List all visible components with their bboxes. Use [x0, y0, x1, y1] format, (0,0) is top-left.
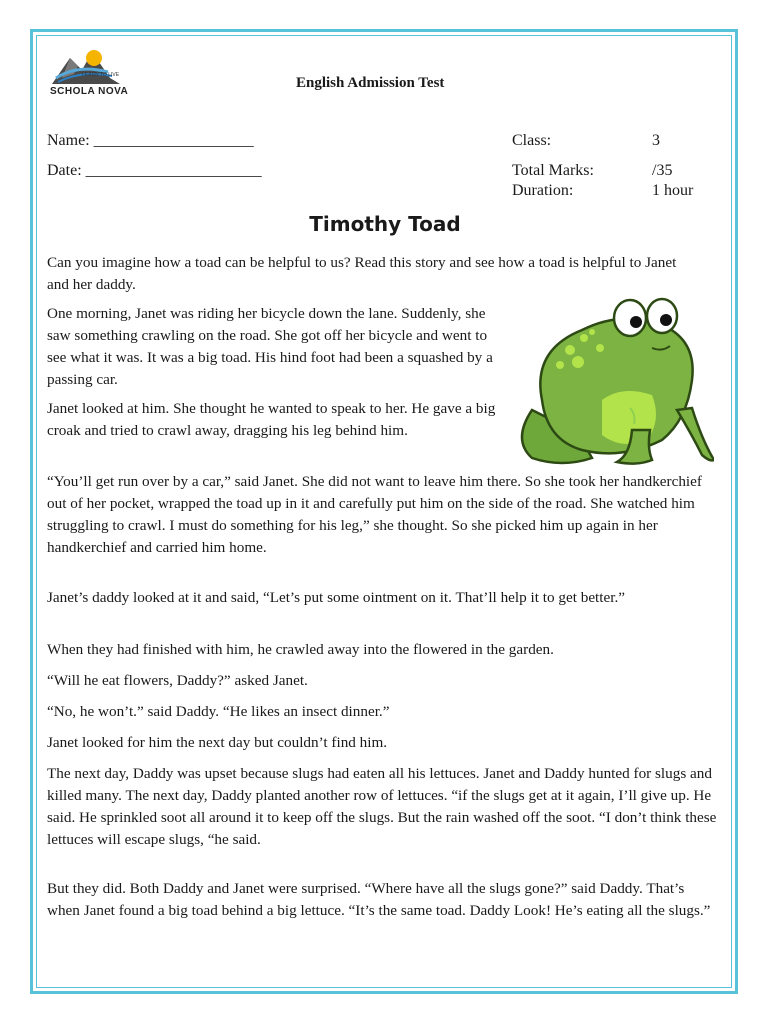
date-field[interactable]: Date: ______________________: [47, 162, 262, 179]
story-paragraph: One morning, Janet was riding her bicycle down the lane. Suddenly, she saw something crawling on the road. She got off her bicycle and went to see what it was. It was a big toad. His hind foot had been a squashed by a passing car.: [47, 305, 493, 388]
story-paragraph: But they did. Both Daddy and Janet were surprised. “Where have all the slugs gone?” said Daddy. That’s when Janet found a big toad behind a big lettuce. “It’s the same toad. Daddy Look! He’s eating all the slugs.”: [47, 880, 711, 919]
duration-value: 1 hour: [652, 182, 694, 199]
story-paragraph: Janet looked for him the next day but couldn’t find him.: [47, 734, 388, 751]
logo-wordmark: SCHOLA NOVA: [50, 86, 129, 97]
name-field[interactable]: Name: ____________________: [47, 132, 254, 149]
story-paragraph: “No, he won’t.” said Daddy. “He likes an insect dinner.”: [47, 703, 390, 720]
frog-illustration-icon: [512, 290, 714, 472]
duration-label: Duration:: [512, 182, 574, 199]
test-title: English Admission Test: [296, 75, 445, 91]
logo-tagline: LEARN TO LIVE: [82, 72, 120, 78]
total-marks-value: /35: [652, 162, 673, 179]
story-paragraph: “Will he eat flowers, Daddy?” asked Janet.: [47, 672, 308, 689]
story-paragraph: Janet’s daddy looked at it and said, “Let’s put some ointment on it. That’ll help it to get better.”: [47, 589, 625, 606]
story-title: Timothy Toad: [309, 212, 461, 236]
story-paragraph: Can you imagine how a toad can be helpful to us? Read this story and see how a toad is helpful to Janet and her daddy.: [47, 254, 677, 293]
story-paragraph: Janet looked at him. She thought he wanted to speak to her. He gave a big croak and tried to crawl away, dragging his leg behind him.: [47, 400, 496, 439]
story-paragraph: “You’ll get run over by a car,” said Janet. She did not want to leave him there. So she took her handkerchief out of her pocket, wrapped the toad up in it and carefully put him on the side of the road. She watched him struggling to crawl. I must do something for his leg,” she thought. So she picked him up again in her handkerchief and carried him home.: [47, 473, 702, 556]
total-marks-label: Total Marks:: [512, 162, 594, 179]
class-value: 3: [652, 132, 660, 149]
story-paragraph: The next day, Daddy was upset because slugs had eaten all his lettuces. Janet and Daddy hunted for slugs and killed many. The next day, Daddy planted another row of lettuces. “if the slugs get at it again, I’ll give up. He said. He sprinkled soot all around it to keep off the slugs. But the rain washed off the soot. “I don’t think these lettuces will escape slugs, “he said.: [47, 765, 717, 848]
story-paragraph: When they had finished with him, he crawled away into the flowered in the garden.: [47, 641, 554, 658]
class-label: Class:: [512, 132, 552, 149]
